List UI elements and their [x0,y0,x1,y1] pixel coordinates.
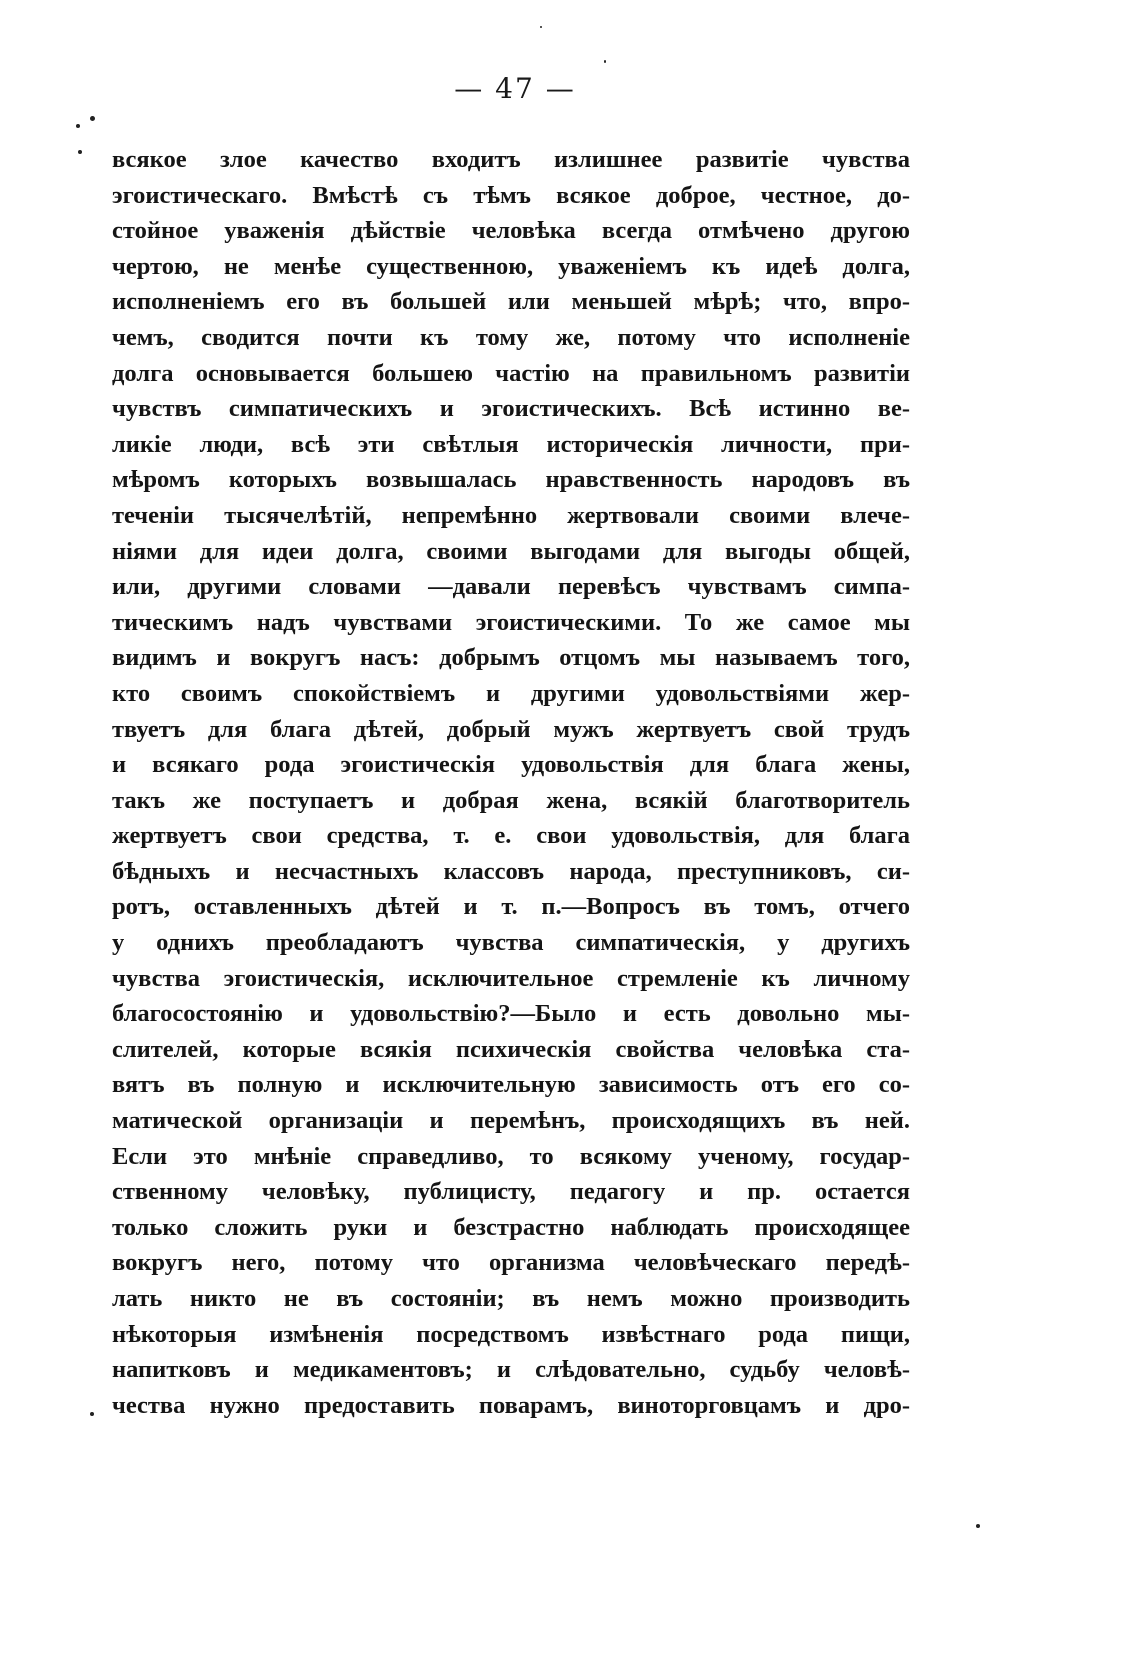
text-line: или, другими словами —давали перевѣсъ чувствамъ симпа- [112,573,910,601]
text-line: у однихъ преобладаютъ чувства симпатическія, у другихъ [112,929,910,957]
text-line: эгоистическаго. Вмѣстѣ съ тѣмъ всякое доброе, честное, до- [112,181,910,209]
text-line: долга основывается большею частію на правильномъ развитіи [112,359,910,387]
text-line: чувствъ симпатическихъ и эгоистическихъ. Всѣ истинно ве- [112,395,910,423]
scan-speck [78,150,82,154]
text-line: ніями для идеи долга, своими выгодами для выгоды общей, [112,537,910,565]
text-line: видимъ и вокругъ насъ: добрымъ отцомъ мы называемъ того, [112,644,910,672]
text-line: твуетъ для блага дѣтей, добрый мужъ жертвуетъ свой трудъ [112,715,910,743]
text-line: чества нужно предоставить поварамъ, виноторговцамъ и дро- [112,1391,910,1419]
text-line: матической организаціи и перемѣнъ, происходящихъ въ ней. [112,1107,910,1135]
text-line: такъ же поступаетъ и добрая жена, всякій благотворитель [112,786,910,814]
body-text [112,142,910,1423]
text-line: нѣкоторыя измѣненія посредствомъ извѣстнаго рода пищи, [112,1320,910,1348]
text-line: вокругъ него, потому что организма человѣческаго передѣ- [112,1249,910,1277]
text-line: ликіе люди, всѣ эти свѣтлыя историческія личности, при- [112,430,910,458]
text-line: лать никто не въ состояніи; въ немъ можно производить [112,1285,910,1312]
scan-speck [540,26,542,28]
text-line: слителей, которые всякія психическія свойства человѣка ста- [112,1035,910,1063]
text-line: жертвуетъ свои средства, т. е. свои удовольствія, для блага [112,822,910,850]
scan-speck [90,116,95,121]
text-line: чемъ, сводится почти къ тому же, потому что исполненіе [112,323,910,351]
scan-speck [976,1524,980,1528]
text-line: кто своимъ спокойствіемъ и другими удовольствіями жер- [112,679,910,707]
text-line: ственному человѣку, публицисту, педагогу и пр. остается [112,1178,910,1206]
scan-speck [76,124,80,128]
text-line: теченіи тысячелѣтій, непремѣнно жертвовали своими влече- [112,501,910,529]
text-line: мѣромъ которыхъ возвышалась нравственность народовъ въ [112,466,910,494]
page-number: — 47 — [454,72,576,105]
text-line: всякое злое качество входитъ излишнее развитіе чувства [112,146,910,173]
text-line: напитковъ и медикаментовъ; и слѣдовательно, судьбу человѣ- [112,1356,910,1384]
text-line: только сложить руки и безстрастно наблюдать происходящее [112,1213,910,1241]
text-line: чувства эгоистическія, исключительное стремленіе къ личному [112,964,910,992]
text-line: чертою, не менѣе существенною, уваженіемъ къ идеѣ долга, [112,252,910,280]
text-line: Если это мнѣніе справедливо, то всякому ученому, государ- [112,1142,910,1170]
text-line: и всякаго рода эгоистическія удовольствія для блага жены, [112,751,910,779]
text-line: стойное уваженія дѣйствіе человѣка всегда отмѣчено другою [112,217,910,245]
scan-speck [604,60,606,63]
text-line: бѣдныхъ и несчастныхъ классовъ народа, преступниковъ, си- [112,857,910,885]
text-line: благосостоянію и удовольствію?—Было и есть довольно мы- [112,1000,910,1028]
text-line: исполненіемъ его въ большей или меньшей мѣрѣ; что, впро- [112,288,910,316]
text-line: вятъ въ полную и исключительную зависимость отъ его со- [112,1071,910,1099]
text-line: ротъ, оставленныхъ дѣтей и т. п.—Вопросъ въ томъ, отчего [112,893,910,921]
text-line: тическимъ надъ чувствами эгоистическими. То же самое мы [112,608,910,636]
scan-speck [90,1412,94,1416]
